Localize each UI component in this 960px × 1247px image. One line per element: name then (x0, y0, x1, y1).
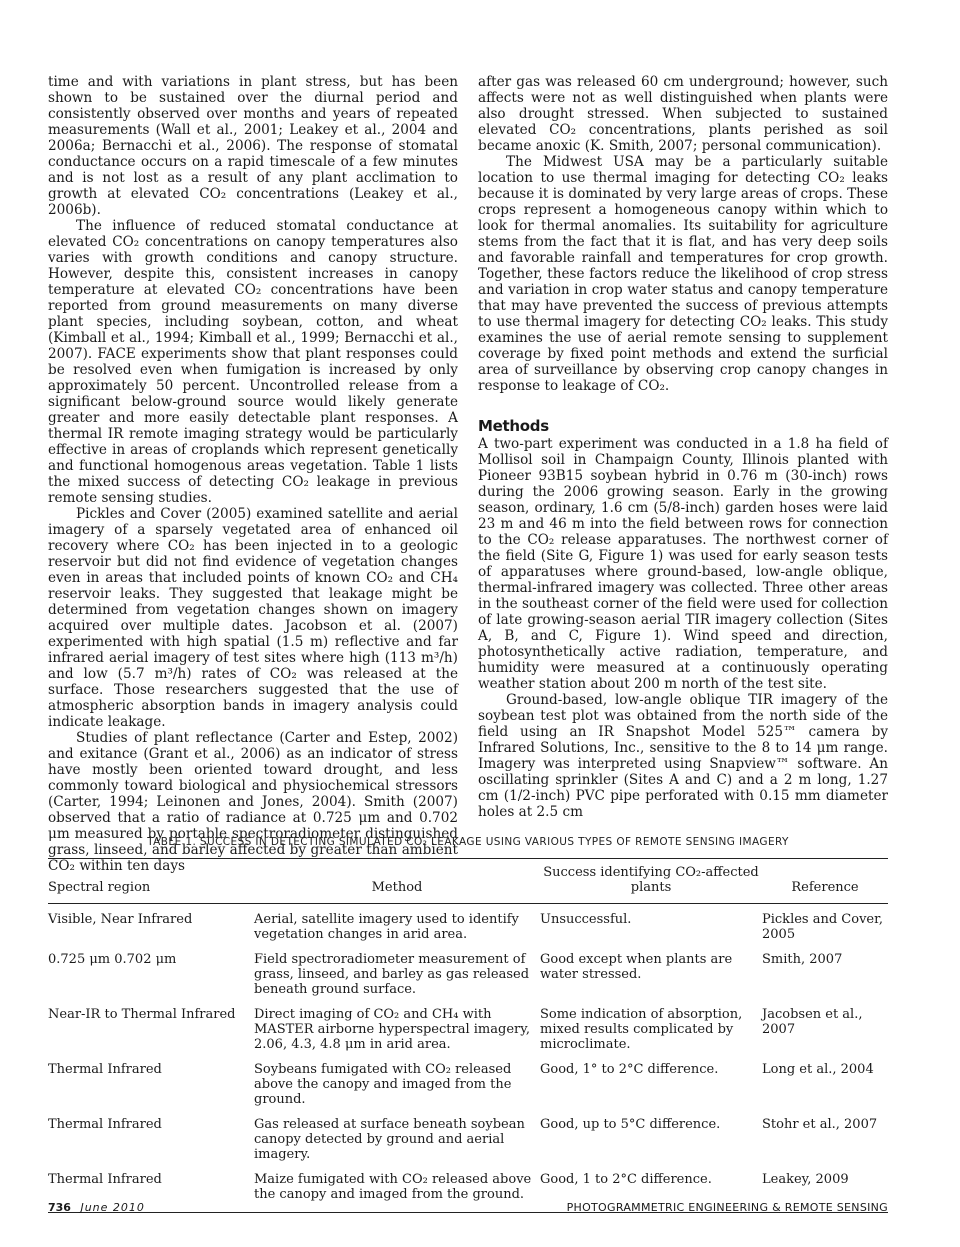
cell-method: Aerial, satellite imagery used to identify vegetation changes in arid area. (254, 912, 519, 942)
cell-method: Maize fumigated with CO₂ released above the canopy and imaged from the ground. (254, 1164, 540, 1213)
table-caption: TABLE 1. SUCCESS IN DETECTING SIMULATED CO₂ LEAKAGE USING VARIOUS TYPES OF REMOTE SENSING IMAGERY (147, 836, 789, 848)
cell-reference: Leakey, 2009 (762, 1164, 888, 1213)
cell-success: Some indication of absorption, mixed results complicated by microclimate. (540, 1007, 743, 1052)
footer-left (48, 1201, 145, 1214)
table-row (48, 944, 888, 999)
cell-reference: Pickles and Cover, 2005 (762, 912, 884, 942)
cell-reference: Long et al., 2004 (762, 1062, 874, 1077)
methods-heading: Methods (478, 417, 549, 435)
header-method: Method (254, 859, 540, 904)
journal-name: PHOTOGRAMMETRIC ENGINEERING & REMOTE SENSING (566, 1201, 888, 1214)
issue-date: June 2010 (80, 1201, 145, 1214)
right-column (478, 74, 888, 820)
right-paragraph-2: The Midwest USA may be a particularly suitable location to use thermal imaging for detecting CO₂ leaks because it is dominated by very large areas of crops. These crops represent a homogeneous canopy within which to look for thermal anomalies. Its suitability for agriculture stems from the fact that it is flat, and has very deep soils and favorable rainfall and temperatures for crop growth. Together, these factors reduce the likelihood of crop stress and variation in crop water status and canopy temperature that may have prevented the success of previous attempts to use thermal imagery for detecting CO₂ leaks. This study examines the use of aerial remote sensing to supplement coverage by fixed point methods and extend the surficial area of surveillance by observing crop canopy changes in response to leakage of CO₂. (478, 154, 888, 394)
cell-method: Direct imaging of CO₂ and CH₄ with MASTER airborne hyperspectral imagery, 2.06, 4.3, 4.8 μm in arid area. (254, 1007, 530, 1052)
right-paragraph-4: Ground-based, low-angle oblique TIR imagery of the soybean test plot was obtained from the north side of the field using an IR Snapshot Model 525™ camera by Infrared Solutions, Inc., sensitive to the 8 to 14 μm range. Imagery was interpreted using Snapview™ software. An oscillating sprinkler (Sites A and C) and a 2 m long, 1.27 cm (1/2-inch) PVC pipe perforated with 0.15 mm diameter holes at 2.5 cm (478, 692, 888, 820)
cell-method: Field spectroradiometer measurement of grass, linseed, and barley as gas released beneath ground surface. (254, 952, 530, 997)
header-reference: Reference (762, 859, 888, 904)
table-row (48, 1109, 888, 1164)
cell-reference: Stohr et al., 2007 (762, 1117, 878, 1132)
table-row (48, 999, 888, 1054)
cell-method: Soybeans fumigated with CO₂ released above the canopy and imaged from the ground. (254, 1062, 512, 1107)
cell-spectral-region: Visible, Near Infrared (48, 912, 193, 927)
header-success: Success identifying CO₂-affected plants (540, 859, 762, 904)
left-paragraph-1: time and with variations in plant stress, but has been shown to be sustained over the diurnal period and consistently observed over months and years of repeated measurements (Wall et al., 2001; Leakey et al., 2004 and 2006a; Bernacchi et al., 2006). The response of stomatal conductance occurs on a rapid timescale of a few minutes and is not lost as a result of any plant acclimation to growth at elevated CO₂ concentrations (Leakey et al., 2006b). (48, 74, 458, 218)
cell-spectral-region: Thermal Infrared (48, 1062, 162, 1077)
cell-spectral-region: Thermal Infrared (48, 1164, 254, 1213)
cell-success: Good, 1 to 2°C difference. (540, 1164, 762, 1213)
cell-success: Good, up to 5°C difference. (540, 1117, 721, 1132)
page-number: 736 (48, 1201, 71, 1214)
table-header-row (48, 859, 888, 904)
left-paragraph-4: Studies of plant reflectance (Carter and Estep, 2002) and exitance (Grant et al., 2006) as an indicator of stress have mostly been oriented toward drought, and less commonly toward biological and physiochemical stressors (Carter, 1994; Leinonen and Jones, 2004). Smith (2007) observed that a ratio of radiance at 0.725 μm and 0.702 μm measured by portable spectroradiometer distinguished grass, linseed, and barley affected by greater than ambient CO₂ within ten days (48, 730, 458, 874)
right-paragraph-3: A two-part experiment was conducted in a 1.8 ha field of Mollisol soil in Champaign County, Illinois planted with Pioneer 93B15 soybean hybrid in 0.76 m (30-inch) rows during the 2006 growing season. Early in the growing season, ordinary, 1.6 cm (5/8-inch) garden hoses were laid 23 m and 46 m into the field between rows for connection to the CO₂ release apparatuses. The northwest corner of the field (Site G, Figure 1) was used for early season tests of apparatuses where ground-based, low-angle oblique, thermal-infrared imagery was collected. Three other areas in the southeast corner of the field were used for collection of late growing-season aerial TIR imagery collection (Sites A, B, and C, Figure 1). Wind speed and direction, photosynthetically active radiation, temperature, and humidity were measured at a continuously operating weather station about 200 m north of the test site. (478, 436, 888, 692)
cell-success: Good except when plants are water stressed. (540, 952, 733, 982)
cell-reference: Smith, 2007 (762, 952, 843, 967)
table-row (48, 1054, 888, 1109)
left-column (48, 74, 458, 874)
page-footer (48, 1201, 888, 1219)
cell-method: Gas released at surface beneath soybean canopy detected by ground and aerial imagery. (254, 1117, 525, 1162)
right-paragraph-1: after gas was released 60 cm underground; however, such affects were not as well distinguished when plants were also drought stressed. When subjected to sustained elevated CO₂ concentrations, plants perished as soil became anoxic (K. Smith, 2007; personal communication). (478, 74, 888, 154)
table-row (48, 904, 888, 945)
cell-spectral-region: Thermal Infrared (48, 1117, 162, 1132)
cell-success: Good, 1° to 2°C difference. (540, 1062, 719, 1077)
cell-reference: Jacobsen et al., 2007 (762, 1007, 863, 1037)
cell-spectral-region: 0.725 μm 0.702 μm (48, 952, 177, 967)
left-paragraph-2: The influence of reduced stomatal conductance at elevated CO₂ concentrations on canopy temperatures also varies with growth conditions and canopy structure. However, despite this, consistent increases in canopy temperature at elevated CO₂ concentrations have been reported from ground measurements on many diverse plant species, including soybean, cotton, and wheat (Kimball et al., 1994; Kimball et al., 1999; Bernacchi et al., 2007). FACE experiments show that plant responses could be resolved even when fumigation is increased by only approximately 50 percent. Uncontrolled release from a significant below-ground source would likely generate greater and more easily detectable plant responses. A thermal IR remote imaging strategy would be particularly effective in areas of croplands which represent genetically and functional homogenous areas vegetation. Table 1 lists the mixed success of detecting CO₂ leakage in previous remote sensing studies. (48, 218, 458, 506)
cell-success: Unsuccessful. (540, 912, 632, 927)
results-table (48, 858, 888, 1213)
left-paragraph-3: Pickles and Cover (2005) examined satellite and aerial imagery of a sparsely vegetated area of enhanced oil recovery where CO₂ has been injected in to a geologic reservoir but did not find evidence of vegetation changes even in areas that included points of known CO₂ and CH₄ reservoir leaks. They suggested that leakage might be determined from vegetation changes shown on imagery acquired over multiple dates. Jacobson et al. (2007) experimented with high spatial (1.5 m) reflective and far infrared aerial imagery of test sites where high (113 m³/h) and low (5.7 m³/h) rates of CO₂ was released at the surface. Those researchers suggested that the use of atmospheric absorption bands in imagery analysis could indicate leakage. (48, 506, 458, 730)
cell-spectral-region: Near-IR to Thermal Infrared (48, 1007, 236, 1022)
header-spectral-region: Spectral region (48, 859, 254, 904)
table-1 (48, 836, 888, 1213)
